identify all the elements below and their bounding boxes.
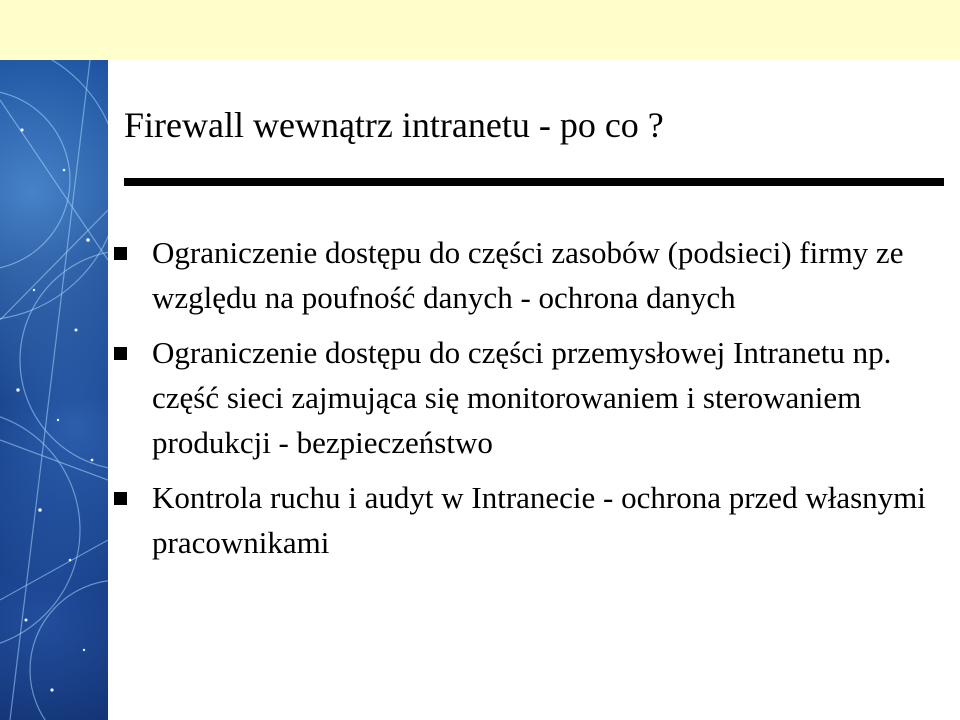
bullet-square-icon — [114, 247, 127, 260]
slide-title: Firewall wewnątrz intranetu - po co ? — [124, 105, 664, 145]
bullet-text: Ograniczenie dostępu do części przemysłowej Intranetu np. część sieci zajmująca się monitorowaniem i sterowaniem produkcji - bezpieczeństwo — [152, 335, 892, 460]
bullet-square-icon — [114, 492, 127, 505]
bullet-square-icon — [114, 347, 127, 360]
title-underline — [124, 178, 944, 186]
top-decorative-band — [0, 0, 960, 60]
star-map-graphic — [0, 60, 108, 720]
bullet-text: Ograniczenie dostępu do części zasobów (podsieci) firmy ze względu na poufność danych - ochrona danych — [152, 235, 904, 315]
bullet-item — [114, 330, 944, 465]
bullet-list — [114, 230, 944, 575]
star-map-side-panel — [0, 60, 108, 720]
bullet-item — [114, 230, 944, 320]
bullet-text: Kontrola ruchu i audyt w Intranecie - ochrona przed własnymi pracownikami — [152, 480, 926, 560]
bullet-item — [114, 475, 944, 565]
